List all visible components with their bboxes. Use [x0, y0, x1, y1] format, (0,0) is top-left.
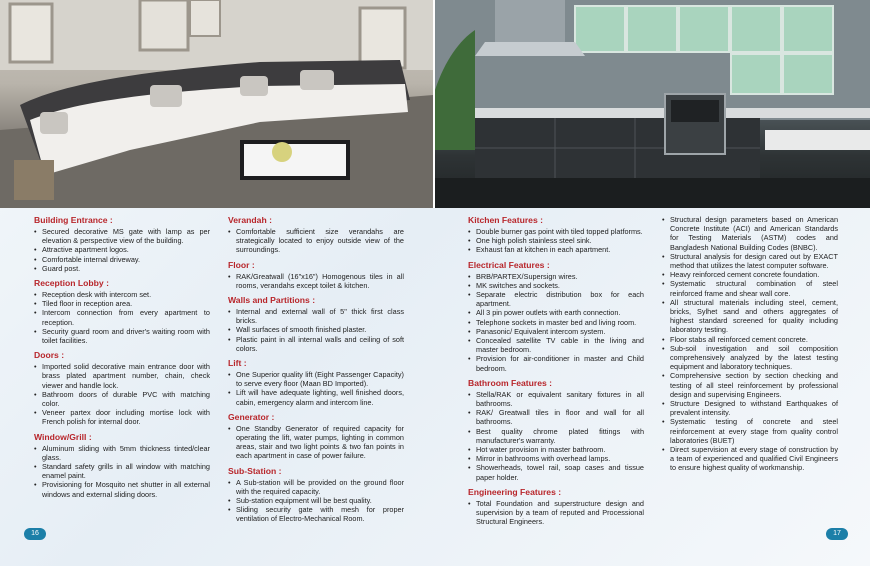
kitchen-photo: [435, 0, 870, 208]
column-3: [468, 215, 644, 531]
section-title: Generator :: [228, 411, 275, 422]
list-item: • Exhaust fan at kitchen in each apartment.: [468, 245, 644, 254]
list-item: • Plastic paint in all internal walls and ceiling of soft colors.: [228, 335, 404, 353]
list-item: • Comprehensive section by section checking and testing of all steel reinforcement by professional design and supervising Engineers.: [662, 371, 838, 399]
list-item: • Mirror in bathrooms with overhead lamps.: [468, 454, 644, 463]
list-item: • Direct supervision at every stage of construction by a team of experienced and qualified Civil Engineers to ensure highest quality of workmanship.: [662, 445, 838, 473]
list-item: • Total Foundation and superstructure design and supervision by a team of reputed and Processional Structural Engineers.: [468, 499, 644, 527]
section-generator: [228, 412, 404, 461]
section-title: Sub-Station :: [228, 465, 282, 476]
section-lift: [228, 358, 404, 407]
list-item: • Security guard room and driver's waiting room with toilet facilities.: [34, 327, 210, 345]
list-item: • Heavy reinforced cement concrete foundation.: [662, 270, 838, 279]
list-item: • Systematic testing of concrete and steel reinforcement at every stage from quality control laboratories (BUET): [662, 417, 838, 445]
column-2: [228, 215, 404, 529]
section-doors: [34, 350, 210, 426]
list-item: • One Superior quality lift (Eight Passenger Capacity) to serve every floor (Maan BD Imported).: [228, 370, 404, 388]
list-item: • Imported solid decorative main entrance door with brass plated apartment number, chain, check viewer and handle lock.: [34, 362, 210, 390]
list-item: • Structural design parameters based on American Concrete Institute (ACI) and American Standards for Testing Materials (ASTM) codes and Bangladesh National Building Codes (BNBC).: [662, 215, 838, 252]
section-kitchen: [468, 215, 644, 255]
section-walls-partitions: [228, 295, 404, 353]
section-title: Engineering Features :: [468, 486, 562, 497]
features-columns: [0, 215, 870, 545]
section-reception-lobby: [34, 278, 210, 345]
list-item: • Guard post.: [34, 264, 210, 273]
list-item: • Bathroom doors of durable PVC with matching color.: [34, 390, 210, 408]
list-item: • Telephone sockets in master bed and living room.: [468, 318, 644, 327]
section-title: Building Entrance :: [34, 215, 113, 225]
list-item: • All 3 pin power outlets with earth connection.: [468, 308, 644, 317]
section-verandah: [228, 215, 404, 255]
list-item: • All structural materials including steel, cement, bricks, Sylhet sand and others aggregates of highest standard screened for quality including laboratory testing.: [662, 298, 838, 335]
list-item: • Sliding security gate with mesh for proper ventilation of Electro-Mechanical Room.: [228, 505, 404, 523]
list-item: • Sub-station equipment will be best quality.: [228, 496, 404, 505]
list-item: • Concealed satellite TV cable in the living and master bedroom.: [468, 336, 644, 354]
list-item: • Comfortable internal driveway.: [34, 255, 210, 264]
list-item: • RAK/ Greatwall tiles in floor and wall for all bathrooms.: [468, 408, 644, 426]
list-item: • Double burner gas point with tiled topped platforms.: [468, 227, 644, 236]
section-sub-station: [228, 466, 404, 524]
list-item: • BRB/PARTEX/Supersign wires.: [468, 272, 644, 281]
section-title: Lift :: [228, 358, 247, 369]
column-4: [662, 215, 838, 478]
list-item: • One high polish stainless steel sink.: [468, 236, 644, 245]
list-item: • Veneer partex door including mortise lock with French polish for internal door.: [34, 408, 210, 426]
page-number-left: 16: [24, 528, 46, 540]
kitchen-photo-icon: [435, 0, 870, 208]
section-title: Electrical Features :: [468, 259, 550, 270]
list-item: • Comfortable sufficient size verandahs are strategically located to enjoy outside view of the surroundings.: [228, 227, 404, 255]
page-number-right: 17: [826, 528, 848, 540]
list-item: • Systematic structural combination of steel reinforced frame and shear wall core.: [662, 279, 838, 297]
section-floor: [228, 260, 404, 290]
section-title: Doors :: [34, 350, 65, 361]
list-item: • Wall surfaces of smooth finished plaster.: [228, 325, 404, 334]
list-item: • Lift will have adequate lighting, well finished doors, cabin, emergency alarm and intercom line.: [228, 388, 404, 406]
photo-strip: [0, 0, 870, 208]
column-1: [34, 215, 210, 504]
list-item: • A Sub-station will be provided on the ground floor with the required capacity.: [228, 478, 404, 496]
list-item: • Structural analysis for design cared out by EXACT method that utilizes the latest computer software.: [662, 252, 838, 270]
list-item: • MK switches and sockets.: [468, 281, 644, 290]
list-item: • Provisioning for Mosquito net shutter in all external windows and external sliding doors.: [34, 480, 210, 498]
section-engineering: [468, 487, 644, 527]
list-item: • Intercom connection from every apartment to reception.: [34, 308, 210, 326]
list-item: • RAK/Greatwall (16"x16") Homogenous tiles in all rooms, verandahs except toilet & kitchen.: [228, 272, 404, 290]
section-bathroom: [468, 378, 644, 482]
list-item: • Standard safety grills in all window with matching enamel paint.: [34, 462, 210, 480]
section-window-grill: [34, 432, 210, 499]
list-item: • Floor stabs all reinforced cement concrete.: [662, 335, 838, 344]
list-item: • Showerheads, towel rail, soap cases and tissue paper holder.: [468, 463, 644, 481]
list-item: • Hot water provision in master bathroom.: [468, 445, 644, 454]
section-title: Bathroom Features :: [468, 377, 553, 388]
section-title: Verandah :: [228, 215, 272, 225]
section-building-entrance: [34, 215, 210, 273]
list-item: • Stella/RAK or equivalent sanitary fixtures in all bathrooms.: [468, 390, 644, 408]
list-item: • Reception desk with intercom set.: [34, 290, 210, 299]
section-title: Floor :: [228, 259, 255, 270]
section-title: Kitchen Features :: [468, 215, 543, 225]
section-title: Window/Grill :: [34, 431, 92, 442]
list-item: • Sub-soil investigation and soil composition comprehensively analyzed by the latest testing equipment and laboratory techniques.: [662, 344, 838, 372]
list-item: • Secured decorative MS gate with lamp as per elevation & perspective view of the building.: [34, 227, 210, 245]
list-item: • Provision for air-conditioner in master and Child bedroom.: [468, 354, 644, 372]
list-item: • Tiled floor in reception area.: [34, 299, 210, 308]
living-room-photo-icon: [0, 0, 433, 208]
list-item: • Best quality chrome plated fittings with manufacturer's warranty.: [468, 427, 644, 445]
living-room-photo: [0, 0, 433, 208]
list-item: • Internal and external wall of 5" thick first class bricks.: [228, 307, 404, 325]
section-electrical: [468, 260, 644, 373]
list-item: • Aluminum sliding with 5mm thickness tinted/clear glass.: [34, 444, 210, 462]
list-item: • Structure Designed to withstand Earthquakes of prevalent intensity.: [662, 399, 838, 417]
list-item: • One Standby Generator of required capacity for operating the lift, water pumps, lighting in common areas, stair and two light points & two fan points in each apartment in case of power failure.: [228, 424, 404, 461]
section-title: Reception Lobby :: [34, 278, 109, 289]
list-item: • Attractive apartment logos.: [34, 245, 210, 254]
section-engineering-continued: [662, 215, 838, 473]
list-item: • Panasonic/ Equivalent intercom system.: [468, 327, 644, 336]
section-title: Walls and Partitions :: [228, 295, 316, 306]
list-item: • Separate electric distribution box for each apartment.: [468, 290, 644, 308]
